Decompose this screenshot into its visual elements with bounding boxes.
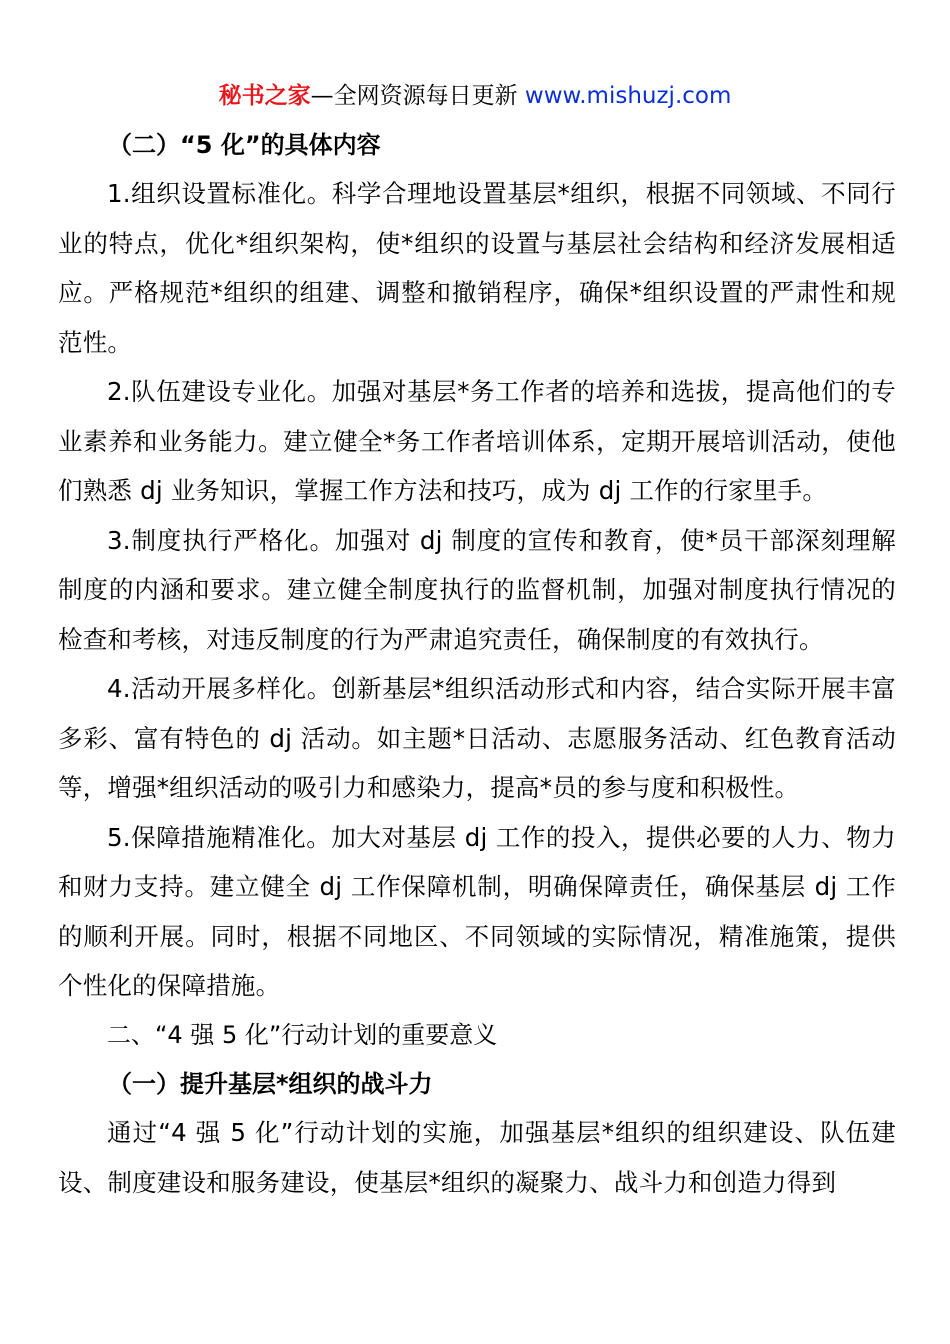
header-tagline: —全网资源每日更新 bbox=[310, 83, 525, 109]
paragraph-implementation: 通过“4 强 5 化”行动计划的实施，加强基层*组织的组织建设、队伍建设、制度建设和服务建设，使基层*组织的凝聚力、战斗力和创造力得到 bbox=[58, 1118, 896, 1197]
subsection-heading-combat-power: （一）提升基层*组织的战斗力 bbox=[108, 1070, 433, 1098]
subsection-heading: （二）“5 化”的具体内容 bbox=[108, 131, 381, 159]
paragraph-activity-diversification: 4.活动开展多样化。创新基层*组织活动形式和内容，结合实际开展丰富多彩、富有特色的 dj 活动。如主题*日活动、志愿服务活动、红色教育活动等，增强*组织活动的吸引力和感染力，提高*员的参与度和积极性。 bbox=[58, 674, 896, 802]
brand-name: 秘书之家 bbox=[218, 83, 311, 109]
document-body bbox=[58, 121, 896, 1207]
site-url-link[interactable]: www.mishuzj.com bbox=[524, 83, 732, 109]
paragraph-team-professionalization: 2.队伍建设专业化。加强对基层*务工作者的培养和选拔，提高他们的专业素养和业务能力。建立健全*务工作者培训体系，定期开展培训活动，使他们熟悉 dj 业务知识，掌握工作方法和技巧，成为 dj 工作的行家里手。 bbox=[58, 377, 896, 505]
paragraph-organization-standardization: 1.组织设置标准化。科学合理地设置基层*组织，根据不同领域、不同行业的特点，优化*组织架构，使*组织的设置与基层社会结构和经济发展相适应。严格规范*组织的组建、调整和撤销程序，确保*组织设置的严肃性和规范性。 bbox=[58, 179, 896, 357]
paragraph-guarantee-precision: 5.保障措施精准化。加大对基层 dj 工作的投入，提供必要的人力、物力和财力支持。建立健全 dj 工作保障机制，明确保障责任，确保基层 dj 工作的顺利开展。同时，根据不同地区、不同领域的实际情况，精准施策，提供个性化的保障措施。 bbox=[58, 822, 896, 1000]
paragraph-system-enforcement: 3.制度执行严格化。加强对 dj 制度的宣传和教育，使*员干部深刻理解制度的内涵和要求。建立健全制度执行的监督机制，加强对制度执行情况的检查和考核，对违反制度的行为严肃追究责任，确保制度的有效执行。 bbox=[58, 525, 896, 654]
site-header bbox=[0, 80, 950, 112]
section-title: 二、“4 强 5 化”行动计划的重要意义 bbox=[107, 1020, 498, 1049]
